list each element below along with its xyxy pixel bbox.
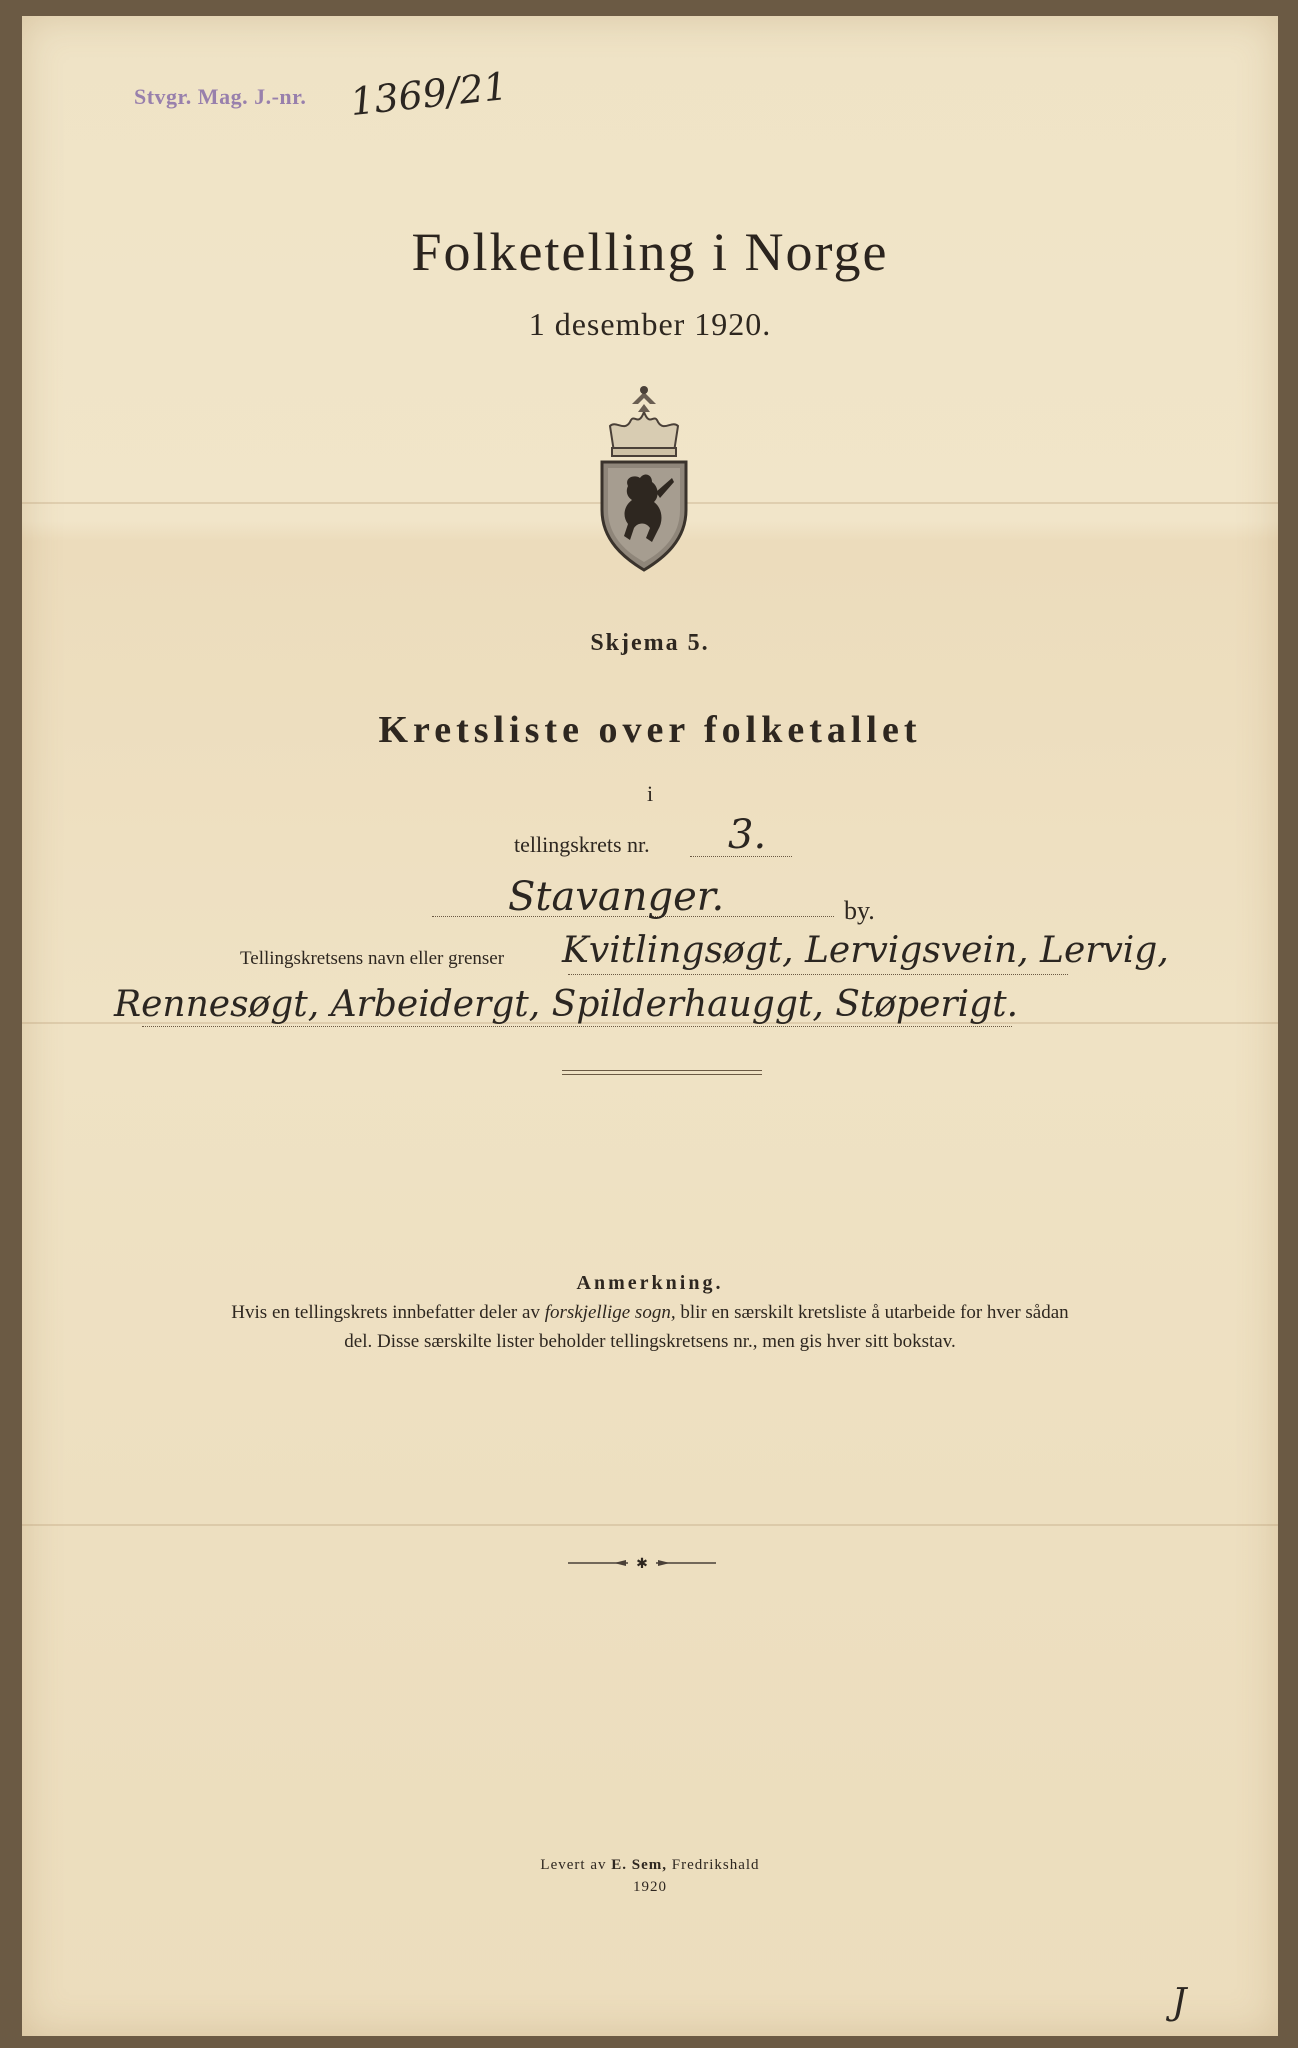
- krets-number-label: tellingskrets nr.: [514, 832, 650, 857]
- form-heading: Kretsliste over folketallet: [378, 709, 922, 751]
- document-title: Folketelling i Norge: [411, 222, 889, 282]
- printer-place: Fredrikshald: [671, 1857, 760, 1873]
- printer-name: E. Sem,: [611, 1857, 667, 1873]
- grenser-value-line-2: Rennesøgt, Arbeidergt, Spilderhauggt, Støperigt.: [114, 984, 1019, 1025]
- note-text: [222, 1298, 1078, 1356]
- printer-prefix: Levert av: [540, 1857, 607, 1873]
- note-text-italic: forskjellige sogn,: [544, 1302, 676, 1323]
- document-page: [22, 16, 1278, 2036]
- note-text-part-2: blir en særskilt kretsliste å utarbeide for hver sådan del. Disse særskilte lister beholder tellingskretsens nr., men gis hver sitt bokstav.: [344, 1302, 1069, 1352]
- grenser-line: [568, 974, 1068, 975]
- document-date: 1 desember 1920.: [528, 306, 772, 342]
- archive-stamp: Stvgr. Mag. J.-nr.: [134, 84, 307, 109]
- note-title: Anmerkning.: [576, 1272, 724, 1294]
- krets-number-value: 3.: [728, 812, 767, 858]
- norwegian-coat-of-arms-icon: [594, 382, 694, 574]
- corner-mark: J: [1172, 1982, 1187, 2023]
- city-value: Stavanger.: [508, 874, 725, 920]
- printer-imprint: [22, 1854, 1278, 1898]
- grenser-label: Tellingskretsens navn eller grenser: [240, 948, 505, 969]
- ornament-divider-icon: [568, 1556, 716, 1570]
- note-text-part-1: Hvis en tellingskrets innbefatter deler av: [231, 1302, 540, 1323]
- printer-year: 1920: [633, 1879, 667, 1895]
- grenser-line: [142, 1026, 1012, 1027]
- svg-text:✱: ✱: [636, 1556, 648, 1570]
- schema-number: Skjema 5.: [590, 630, 710, 656]
- by-label: by.: [844, 896, 875, 925]
- separator-rule: [562, 1070, 762, 1075]
- connector-word: i: [646, 781, 654, 806]
- grenser-value-line-1: Kvitlingsøgt, Lervigsvein, Lervig,: [562, 930, 1169, 971]
- fold-line: [22, 1524, 1278, 1526]
- archive-number: 1369/21: [348, 63, 510, 125]
